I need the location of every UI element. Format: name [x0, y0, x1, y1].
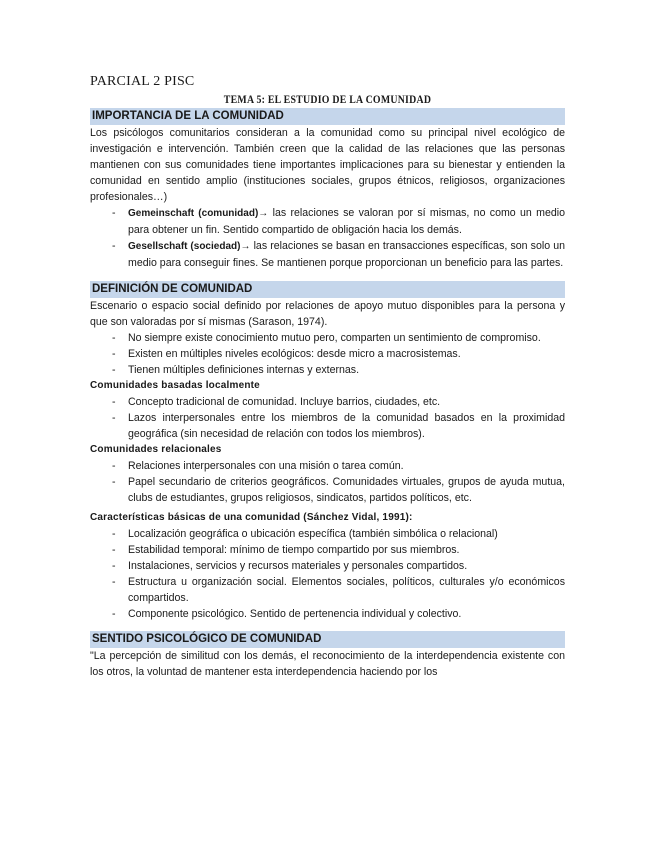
topic-title: TEMA 5: EL ESTUDIO DE LA COMUNIDAD [223, 92, 432, 106]
document-page [90, 74, 565, 680]
term-gesellschaft: Gesellschaft (sociedad)→ [128, 241, 251, 252]
subheading-caracteristicas: Características básicas de una comunidad (Sánchez Vidal, 1991): [90, 512, 413, 523]
locales-list [90, 394, 565, 442]
list-item: - Estructura u organización social. Elementos sociales, políticos, culturales y/o económicos compartidos. [128, 574, 565, 606]
relacionales-list [90, 458, 565, 506]
list-item: - Existen en múltiples niveles ecológicos: desde micro a macrosistemas. [128, 346, 565, 362]
term-gemeinschaft: Gemeinschaft (comunidad)→ [128, 208, 269, 219]
list-item: - Concepto tradicional de comunidad. Incluye barrios, ciudades, etc. [128, 394, 565, 410]
sentido-paragraph: "La percepción de similitud con los demás, el reconocimiento de la interdependencia existente con los otros, la voluntad de mantener esta interdependencia haciendo por los [90, 650, 565, 678]
caracteristicas-list [90, 526, 565, 622]
document-title: PARCIAL 2 PISC [90, 74, 195, 89]
section-heading-sentido: SENTIDO PSICOLÓGICO DE COMUNIDAD [90, 631, 565, 648]
list-item: - Lazos interpersonales entre los miembros de la comunidad basados en la proximidad geográfica (sin necesidad de relación con todos los miembros). [128, 410, 565, 442]
section-heading-importancia: IMPORTANCIA DE LA COMUNIDAD [90, 108, 565, 125]
list-item [128, 238, 565, 271]
list-item: - Instalaciones, servicios y recursos materiales y personales compartidos. [128, 558, 565, 574]
list-item: - Relaciones interpersonales con una misión o tarea común. [128, 458, 565, 474]
list-item: - Componente psicológico. Sentido de pertenencia individual y colectivo. [128, 606, 565, 622]
list-item: - Localización geográfica o ubicación específica (también simbólica o relacional) [128, 526, 565, 542]
list-item: - Tienen múltiples definiciones internas y externas. [128, 362, 565, 378]
subheading-locales: Comunidades basadas localmente [90, 380, 260, 391]
list-item-text: las relaciones se basan en transacciones específicas, son solo un medio para conseguir fines. Se mantienen porque proporcionan un beneficio para las partes. [128, 240, 565, 269]
section-heading-definicion: DEFINICIÓN DE COMUNIDAD [90, 281, 565, 298]
list-item: - No siempre existe conocimiento mutuo pero, comparten un sentimiento de compromiso. [128, 330, 565, 346]
subheading-relacionales: Comunidades relacionales [90, 444, 222, 455]
list-item: - Estabilidad temporal: mínimo de tiempo compartido por sus miembros. [128, 542, 565, 558]
importancia-list [90, 205, 565, 271]
list-item: - Papel secundario de criterios geográficos. Comunidades virtuales, grupos de ayuda mutua, clubs de estudiantes, grupos religiosos, sindicatos, partidos políticos, etc. [128, 474, 565, 506]
list-item [128, 205, 565, 238]
importancia-paragraph: Los psicólogos comunitarios consideran a la comunidad como su principal nivel ecológico de investigación e intervención. También creen que la calidad de las relaciones que las personas mantienen con sus comunidades tiene importantes implicaciones para su bienestar y entienden la comunidad en sentido amplio (instituciones sociales, grupos étnicos, religiosos, organizaciones profesionales…) [90, 127, 565, 203]
definicion-list [90, 330, 565, 378]
definicion-paragraph: Escenario o espacio social definido por relaciones de apoyo mutuo disponibles para la persona y que son valoradas por sí mismas (Sarason, 1974). [90, 300, 565, 328]
list-item-text: las relaciones se valoran por sí mismas, no como un medio para obtener un fin. Sentido compartido de obligación hacia los demás. [128, 207, 565, 236]
